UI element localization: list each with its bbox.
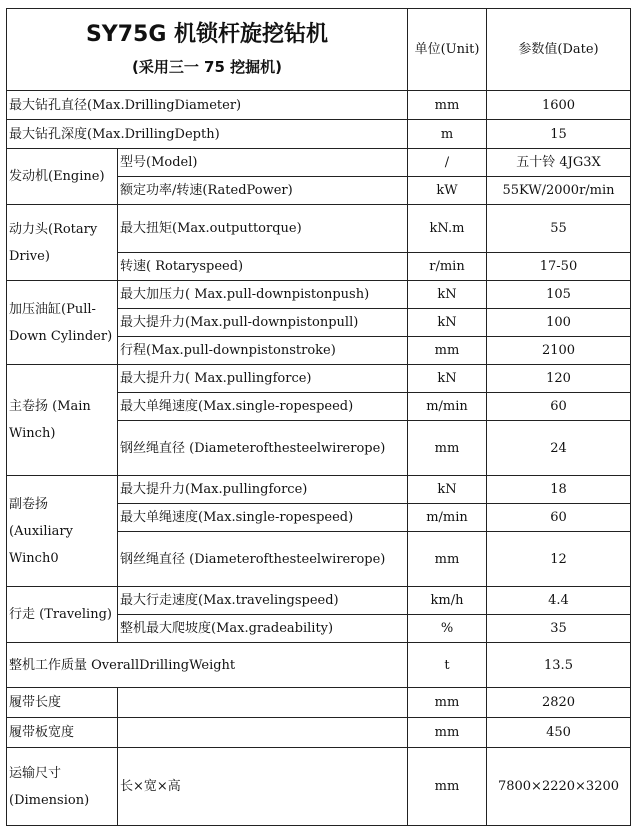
param-value: 13.5: [487, 643, 631, 688]
table-row: [7, 748, 631, 826]
param-name: 最大单绳速度(Max.single-ropespeed): [118, 504, 408, 532]
table-row: [7, 91, 631, 120]
param-value: 24: [487, 421, 631, 476]
param-value: 2820: [487, 688, 631, 718]
doc-title: SY75G 机锁杆旋挖钻机: [85, 21, 329, 47]
param-name: 转速( Rotaryspeed): [118, 253, 408, 281]
table-row: [7, 688, 631, 718]
param-name: 最大扭矩(Max.outputtorque): [118, 205, 408, 253]
param-value: 55KW/2000r/min: [487, 177, 631, 205]
param-unit: kN: [408, 309, 487, 337]
param-value: 18: [487, 476, 631, 504]
table-row: [7, 120, 631, 149]
param-unit: kW: [408, 177, 487, 205]
param-value: 2100: [487, 337, 631, 365]
group-label: 主卷扬 (Main Winch): [7, 365, 118, 476]
table-row: [7, 718, 631, 748]
param-name: 最大提升力(Max.pull-downpistonpull): [118, 309, 408, 337]
param-unit: r/min: [408, 253, 487, 281]
table-row: [7, 281, 631, 309]
value-header: 参数值(Date): [487, 9, 631, 91]
param-unit: mm: [408, 337, 487, 365]
param-name: 履带长度: [7, 688, 118, 718]
empty-cell: [118, 718, 408, 748]
spec-table: [6, 8, 631, 826]
param-value: 60: [487, 504, 631, 532]
param-name: 钢丝绳直径 (Diameterofthesteelwirerope): [118, 532, 408, 587]
table-row: [7, 365, 631, 393]
param-value: 105: [487, 281, 631, 309]
param-name: 长×宽×高: [118, 748, 408, 826]
param-name: 最大提升力(Max.pullingforce): [118, 476, 408, 504]
group-label: 动力头(Rotary Drive): [7, 205, 118, 281]
table-row: [7, 149, 631, 177]
param-unit: kN.m: [408, 205, 487, 253]
group-label: 副卷扬 (Auxiliary Winch0: [7, 476, 118, 587]
param-name: 最大加压力( Max.pull-downpistonpush): [118, 281, 408, 309]
param-unit: kN: [408, 365, 487, 393]
unit-header: 单位(Unit): [408, 9, 487, 91]
param-value: 450: [487, 718, 631, 748]
param-unit: kN: [408, 476, 487, 504]
param-unit: mm: [408, 748, 487, 826]
param-value: 100: [487, 309, 631, 337]
param-name: 整机最大爬坡度(Max.gradeability): [118, 615, 408, 643]
param-value: 120: [487, 365, 631, 393]
param-value: 1600: [487, 91, 631, 120]
param-unit: m/min: [408, 504, 487, 532]
param-unit: mm: [408, 91, 487, 120]
table-row: [7, 476, 631, 504]
group-label: 运输尺寸 (Dimension): [7, 748, 118, 826]
param-value: 60: [487, 393, 631, 421]
param-value: 7800×2220×3200: [487, 748, 631, 826]
param-name: 整机工作质量 OverallDrillingWeight: [7, 643, 408, 688]
param-unit: m/min: [408, 393, 487, 421]
table-row: [7, 643, 631, 688]
param-unit: mm: [408, 718, 487, 748]
param-unit: kN: [408, 281, 487, 309]
table-row: [7, 587, 631, 615]
param-name: 最大提升力( Max.pullingforce): [118, 365, 408, 393]
param-value: 4.4: [487, 587, 631, 615]
param-name: 最大钻孔直径(Max.DrillingDiameter): [7, 91, 408, 120]
title-row: [7, 9, 631, 91]
group-label: 发动机(Engine): [7, 149, 118, 205]
param-unit: mm: [408, 532, 487, 587]
doc-subtitle: (采用三一 75 挖掘机): [131, 57, 283, 76]
group-label: 加压油缸(Pull-Down Cylinder): [7, 281, 118, 365]
param-name: 履带板宽度: [7, 718, 118, 748]
param-unit: km/h: [408, 587, 487, 615]
param-unit: t: [408, 643, 487, 688]
param-value: 五十铃 4JG3X: [487, 149, 631, 177]
param-value: 35: [487, 615, 631, 643]
group-label: 行走 (Traveling): [7, 587, 118, 643]
title-cell: [7, 9, 408, 91]
param-name: 钢丝绳直径 (Diameterofthesteelwirerope): [118, 421, 408, 476]
param-unit: m: [408, 120, 487, 149]
param-unit: mm: [408, 421, 487, 476]
table-row: [7, 205, 631, 253]
param-unit: mm: [408, 688, 487, 718]
param-value: 55: [487, 205, 631, 253]
param-name: 行程(Max.pull-downpistonstroke): [118, 337, 408, 365]
param-name: 额定功率/转速(RatedPower): [118, 177, 408, 205]
param-unit: /: [408, 149, 487, 177]
param-name: 最大钻孔深度(Max.DrillingDepth): [7, 120, 408, 149]
param-value: 17-50: [487, 253, 631, 281]
empty-cell: [118, 688, 408, 718]
param-unit: %: [408, 615, 487, 643]
param-value: 12: [487, 532, 631, 587]
param-name: 最大单绳速度(Max.single-ropespeed): [118, 393, 408, 421]
param-value: 15: [487, 120, 631, 149]
param-name: 型号(Model): [118, 149, 408, 177]
param-name: 最大行走速度(Max.travelingspeed): [118, 587, 408, 615]
